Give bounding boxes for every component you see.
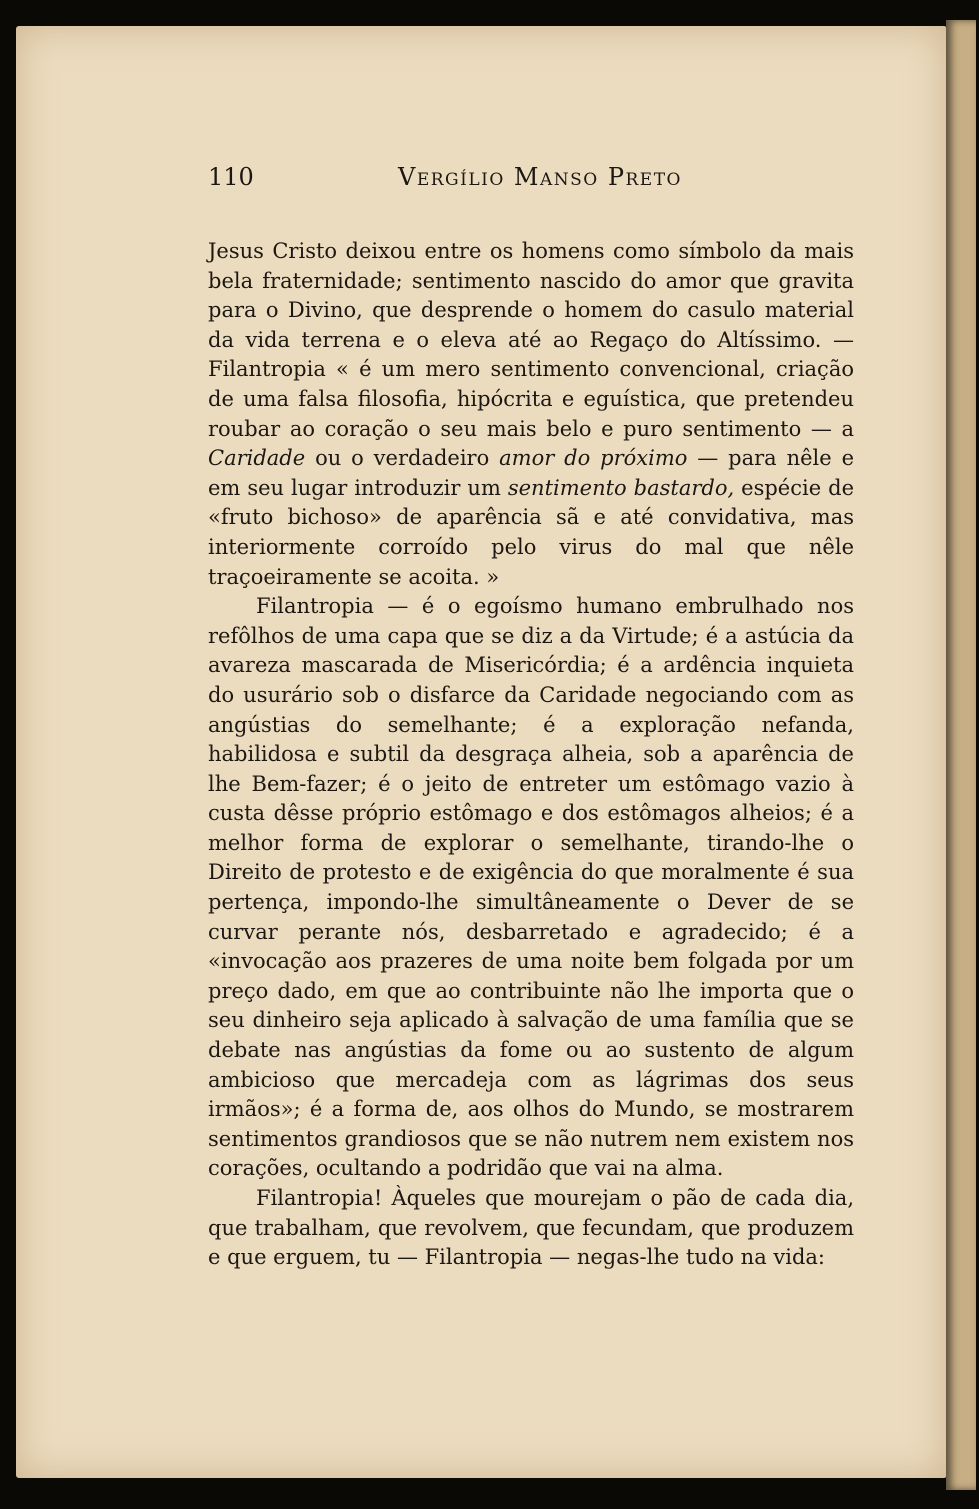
page-number: 110 <box>208 163 254 191</box>
text-run: Jesus Cristo deixou entre os homens como símbolo da mais bela fraternidade; sentimento nascido do amor que gravita para o Divino, que desprende o homem do casulo material da vida terrena e o eleva até ao Regaço do Altíssimo. — Filantropia « é um mero sentimento convencional, criação de uma falsa filosofia, hipócrita e eguística, que pretendeu roubar ao coração o seu mais belo e puro sentimento — a <box>208 239 854 441</box>
book-spine-edge <box>946 20 976 1490</box>
running-head: Vergílio Manso Preto <box>398 163 682 191</box>
page-header <box>208 163 858 197</box>
italic-run: amor do próximo <box>499 446 688 471</box>
italic-run: Caridade <box>208 446 306 471</box>
body-text <box>208 237 854 1273</box>
paragraph-3 <box>208 1184 854 1273</box>
text-run: — para nêle e em seu lugar introduzir um <box>208 446 854 500</box>
text-run: Filantropia — é o egoísmo humano embrulhado nos refôlhos de uma capa que se diz a da Virtude; é a astúcia da avareza mascarada de Misericórdia; é a ardência inquieta do usurário sob o disfarce da Caridade negociando com as angústias do semelhante; é a exploração nefanda, habilidosa e subtil da desgraça alheia, sob a aparência de lhe Bem-fazer; é o jeito de entreter um estômago vazio à custa dêsse próprio estômago e dos estômagos alheios; é a melhor forma de explorar o semelhante, tirando-lhe o Direito de protesto e de exigência do que moralmente é sua pertença, impondo-lhe simultâneamente o Dever de se curvar perante nós, desbarretado e agradecido; é a «invocação aos prazeres de uma noite bem folgada por um preço dado, em que ao contribuinte não lhe importa que o seu dinheiro seja aplicado à salvação de uma família que se debate nas angústias da fome ou ao sustento de algum ambicioso que mercadeja com as lágrimas dos seus irmãos»; é a forma de, aos olhos do Mundo, se mostrarem sentimentos grandiosos que se não nutrem nem existem nos corações, ocultando a podridão que vai na alma. <box>208 594 854 1181</box>
paragraph-2 <box>208 592 854 1184</box>
paragraph-1 <box>208 237 854 592</box>
italic-run: sentimento bastardo, <box>507 475 735 500</box>
text-run: espécie de «fruto bichoso» de aparência sã e até convidativa, mas interiormente corroído pelo virus do mal que nêle traçoeiramente se acoita. » <box>208 475 854 589</box>
text-run: Filantropia! Àqueles que mourejam o pão de cada dia, que trabalham, que revolvem, que fecundam, que produzem e que erguem, tu — Filantropia — negas-lhe tudo na vida: <box>208 1186 854 1270</box>
text-run: ou o verdadeiro <box>305 446 500 471</box>
